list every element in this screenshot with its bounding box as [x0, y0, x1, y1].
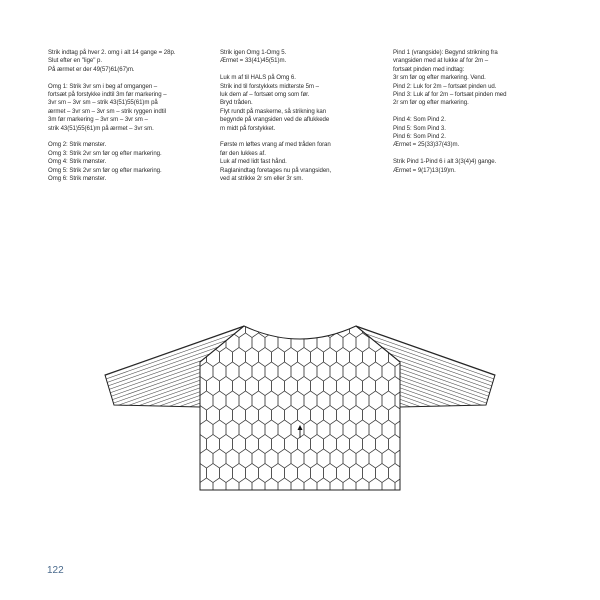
instruction-line: m midt på forstykket. — [220, 124, 276, 132]
sleeve-stripe — [100, 312, 359, 411]
instruction-paragraph — [48, 49, 218, 74]
instruction-line: 3r sm før og efter markering. Vend. — [393, 74, 486, 82]
honeycomb-cell — [415, 464, 428, 483]
instruction-line: Omg 6: Strik mønster. — [48, 175, 107, 183]
honeycomb-cell — [402, 435, 415, 454]
honeycomb-cell — [421, 420, 434, 439]
honeycomb-cell — [356, 312, 369, 323]
sleeve-stripe — [246, 312, 500, 398]
instruction-paragraph — [48, 141, 218, 183]
text-column-1 — [48, 49, 218, 192]
instruction-line: Ærmet = 33(41)45(51)m. — [220, 57, 287, 65]
instruction-line: Luk af med lidt fast hånd. — [220, 158, 287, 166]
honeycomb-cell — [207, 319, 220, 338]
honeycomb-cell — [194, 319, 207, 338]
honeycomb-cell — [278, 312, 291, 323]
instruction-line: Raglanindtag foretages nu på vrangsiden, — [220, 166, 332, 174]
instruction-line: Luk m af til HALS på Omg 6. — [220, 74, 296, 82]
instruction-line: fortsæt på forstykke indtil 3m før markering – — [48, 91, 167, 99]
sleeve-stripe — [218, 343, 500, 476]
honeycomb-cell — [187, 312, 200, 323]
instruction-line: Omg 2: Strik mønster. — [48, 141, 107, 149]
sleeve-stripe — [229, 312, 500, 445]
instruction-line: Pind 6: Som Pind 2. — [393, 133, 446, 141]
instruction-line: Ærmet = 9(17)13(19)m. — [393, 166, 456, 174]
sleeve-stripe — [236, 312, 500, 425]
instruction-line: ved at strikke 2r sm eller 3r sm. — [220, 175, 304, 183]
honeycomb-cell — [181, 406, 194, 425]
instruction-line: Omg 1: Strik 3vr sm i beg af omgangen – — [48, 82, 158, 90]
text-column-2 — [220, 49, 382, 192]
honeycomb-cell — [402, 319, 415, 338]
honeycomb-cell — [402, 406, 415, 425]
honeycomb-cell — [421, 312, 434, 323]
honeycomb-cell — [415, 435, 428, 454]
honeycomb-cell — [408, 478, 421, 492]
honeycomb-cell — [187, 420, 200, 439]
instruction-line: Pind 2: Luk for 2m – fortsæt pinden ud. — [393, 82, 497, 90]
honeycomb-cell — [382, 312, 395, 323]
instruction-line: begynde på vrangsiden ved de aflukkede — [220, 116, 330, 124]
honeycomb-cell — [181, 319, 194, 338]
sleeve-stripe — [247, 312, 500, 394]
instruction-line: Strik indtag på hver 2. omg i alt 14 gange = 28p. — [48, 49, 176, 56]
honeycomb-cell — [304, 312, 317, 323]
instruction-line: vrangsiden med at lukke af for 2m – — [393, 57, 489, 65]
instruction-line: Slut efter en "lige" p. — [48, 57, 102, 65]
instruction-line: Omg 5: Strik 2vr sm før og efter markering. — [48, 166, 162, 174]
honeycomb-cell — [187, 449, 200, 468]
instruction-line: Strik igen Omg 1-Omg 5. — [220, 49, 287, 56]
honeycomb-cell — [415, 319, 428, 338]
honeycomb-cell — [187, 478, 200, 492]
text-column-3 — [393, 49, 563, 183]
instruction-line: Pind 3: Luk af for 2m – fortsæt pinden med — [393, 91, 507, 99]
instruction-line: 2r sm før og efter markering. — [393, 99, 469, 107]
honeycomb-cell — [181, 464, 194, 483]
honeycomb-cell — [200, 312, 213, 323]
honeycomb-cell — [291, 312, 304, 323]
sleeve-stripe — [100, 312, 369, 438]
honeycomb-cell — [265, 312, 278, 323]
instruction-paragraph — [220, 74, 382, 133]
honeycomb-cell — [285, 319, 298, 338]
instruction-line: Pind 5: Som Pind 3. — [393, 124, 446, 132]
instruction-line: Pind 4: Som Pind 2. — [393, 116, 446, 124]
honeycomb-cell — [421, 478, 434, 492]
instruction-line: Omg 4: Strik mønster. — [48, 158, 107, 166]
instruction-line: ærmet – 3vr sm – 3vr sm – strik ryggen indtil — [48, 107, 166, 115]
instruction-paragraph — [220, 49, 382, 66]
sleeve-stripe — [100, 343, 382, 476]
honeycomb-cell — [317, 312, 330, 323]
honeycomb-cell — [369, 312, 382, 323]
instruction-line: Strik Pind 1-Pind 6 i alt 3(3(4)4) gange. — [393, 158, 497, 166]
honeycomb-cell — [239, 312, 252, 323]
instruction-paragraph — [393, 158, 563, 175]
instruction-paragraph — [393, 49, 563, 108]
sleeve-stripe — [221, 336, 500, 469]
honeycomb-cell — [395, 312, 408, 323]
sweater-body — [181, 312, 435, 492]
honeycomb-cell — [213, 312, 226, 323]
sleeve-stripe — [100, 329, 377, 462]
honeycomb-cell — [252, 312, 265, 323]
sleeve-stripe — [245, 312, 500, 401]
honeycomb-cell — [311, 319, 324, 338]
instruction-line: Bryd tråden. — [220, 99, 253, 107]
instruction-line: Flyt rundt på maskerne, så strikning kan — [220, 107, 327, 115]
sleeve-stripe — [100, 312, 355, 401]
page-number: 122 — [47, 565, 64, 576]
honeycomb-cell — [298, 319, 311, 338]
honeycomb-cell — [408, 449, 421, 468]
instruction-paragraph — [48, 83, 218, 133]
honeycomb-cell — [408, 420, 421, 439]
instruction-line: På ærmet er der 49(57)61(67)m. — [48, 65, 135, 73]
instruction-line: 3vr sm – 3vr sm – strik 43(51)55(61)m på — [48, 99, 158, 107]
sleeve-stripe — [100, 312, 364, 425]
sweater-illustration — [100, 312, 500, 492]
instruction-line: Ærmet = 25(33)37(43)m. — [393, 141, 460, 149]
instruction-line: 3m før markering – 3vr sm – 3vr sm – — [48, 116, 148, 124]
honeycomb-cell — [272, 319, 285, 338]
instruction-line: Strik ind til forstykkets midterste 5m – — [220, 82, 319, 90]
honeycomb-cell — [389, 319, 402, 338]
sleeve-stripe — [215, 353, 500, 486]
sleeve-stripe — [223, 329, 500, 462]
instruction-line: luk dem af – fortsæt omg som før. — [220, 91, 310, 99]
instruction-line: Første m løftes vrang af med tråden foran — [220, 141, 331, 149]
instruction-line: strik 43(51)55(61)m på ærmet – 3vr sm. — [48, 124, 154, 132]
honeycomb-cell — [226, 312, 239, 323]
sleeve-stripe — [100, 312, 353, 394]
sleeve-stripe — [241, 312, 500, 411]
honeycomb-cell — [421, 449, 434, 468]
instruction-line: Pind 1 (vrangside): Begynd strikning fra — [393, 49, 498, 56]
honeycomb-cell — [181, 435, 194, 454]
sleeve-stripe — [235, 312, 500, 428]
honeycomb-cell — [415, 406, 428, 425]
sleeve-stripe — [230, 312, 500, 442]
sleeve-stripe — [222, 333, 500, 466]
left-sleeve — [100, 312, 385, 486]
instruction-line: fortsæt pinden med indtag: — [393, 65, 465, 73]
honeycomb-cell — [402, 464, 415, 483]
sleeve-stripe — [100, 312, 361, 418]
honeycomb-cell — [343, 312, 356, 323]
honeycomb-cell — [330, 312, 343, 323]
honeycomb-cell — [408, 312, 421, 323]
sleeve-stripe — [100, 336, 379, 469]
instruction-paragraph — [220, 141, 382, 183]
sleeve-stripe — [100, 312, 354, 398]
instruction-line: Omg 3: Strik 2vr sm før og efter markering. — [48, 149, 162, 157]
instruction-paragraph — [393, 116, 563, 150]
instruction-line: før den lukkes af. — [220, 149, 266, 157]
right-sleeve — [215, 312, 500, 486]
